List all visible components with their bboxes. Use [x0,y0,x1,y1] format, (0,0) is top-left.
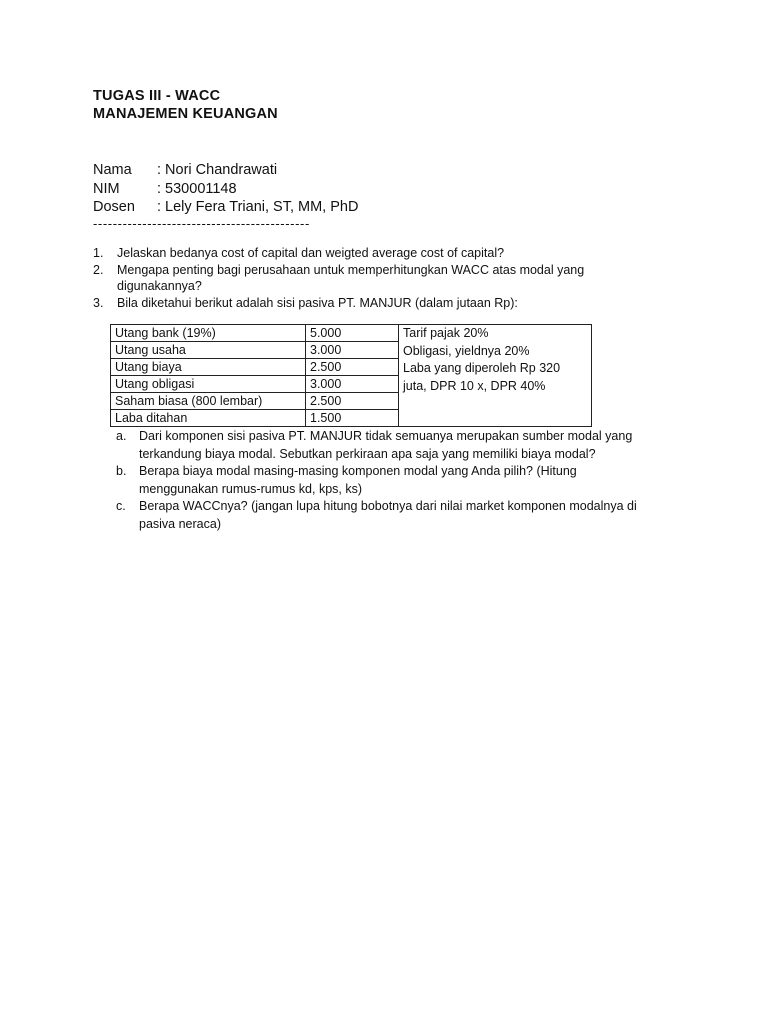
subquestion-a [116,428,659,463]
subquestion-text: Dari komponen sisi pasiva PT. MANJUR tidak semuanya merupakan sumber modal yang terkandung biaya modal. Sebutkan perkiraan apa saja yang memiliki biaya modal? [139,429,633,461]
subquestion-text: Berapa biaya modal masing-masing komponen modal yang Anda pilih? (Hitung menggunakan rumus-rumus kd, kps, ks) [139,464,577,496]
info-value: : Nori Chandrawati [157,162,278,178]
table-cell-value: 2.500 [306,359,399,376]
question-1 [93,245,637,261]
table-notes-cell [399,325,592,427]
table-cell-value: 2.500 [306,393,399,410]
table-cell-item: Saham biasa (800 lembar) [111,393,306,410]
document-title: TUGAS III - WACC [93,88,221,104]
document-subtitle: MANAJEMEN KEUANGAN [93,106,278,122]
table-cell-value: 5.000 [306,325,399,342]
subquestion-b [116,463,659,498]
info-value: : 530001148 [157,181,237,197]
info-label: NIM [93,181,120,197]
table-cell-item: Laba ditahan [111,410,306,427]
question-2 [93,262,637,294]
question-number: 2. [93,263,104,277]
table-row [111,325,592,342]
table-note: Laba yang diperoleh Rp 320 juta, DPR 10 x, DPR 40% [403,361,561,393]
subquestion-letter: b. [116,464,127,478]
table-cell-value: 3.000 [306,342,399,359]
info-label: Nama [93,162,132,178]
question-number: 1. [93,246,104,260]
table-cell-item: Utang bank (19%) [111,325,306,342]
table-cell-item: Utang obligasi [111,376,306,393]
info-row-dosen [93,199,358,215]
table-note: Obligasi, yieldnya 20% [403,343,530,358]
table-cell-item: Utang usaha [111,342,306,359]
info-label: Dosen [93,199,135,215]
table-cell-item: Utang biaya [111,359,306,376]
subquestion-text: Berapa WACCnya? (jangan lupa hitung bobotnya dari nilai market komponen modalnya di pasiva neraca) [139,499,637,531]
question-3 [93,295,637,311]
info-row-nama [93,162,277,178]
subquestion-c [116,498,659,533]
subquestion-letter: c. [116,499,126,513]
info-row-nim [93,181,237,197]
info-value: : Lely Fera Triani, ST, MM, PhD [157,199,359,215]
table-note: Tarif pajak 20% [403,326,489,340]
table-cell-value: 1.500 [306,410,399,427]
table-cell-value: 3.000 [306,376,399,393]
subquestion-letter: a. [116,429,127,443]
question-text: Jelaskan bedanya cost of capital dan weigted average cost of capital? [117,246,505,260]
question-text: Mengapa penting bagi perusahaan untuk memperhitungkan WACC atas modal yang digunakannya? [117,263,585,293]
question-text: Bila diketahui berikut adalah sisi pasiva PT. MANJUR (dalam jutaan Rp): [117,296,518,310]
pasiva-table [110,324,592,427]
question-number: 3. [93,296,104,310]
separator-line: -------------------------------------------- [93,216,310,231]
